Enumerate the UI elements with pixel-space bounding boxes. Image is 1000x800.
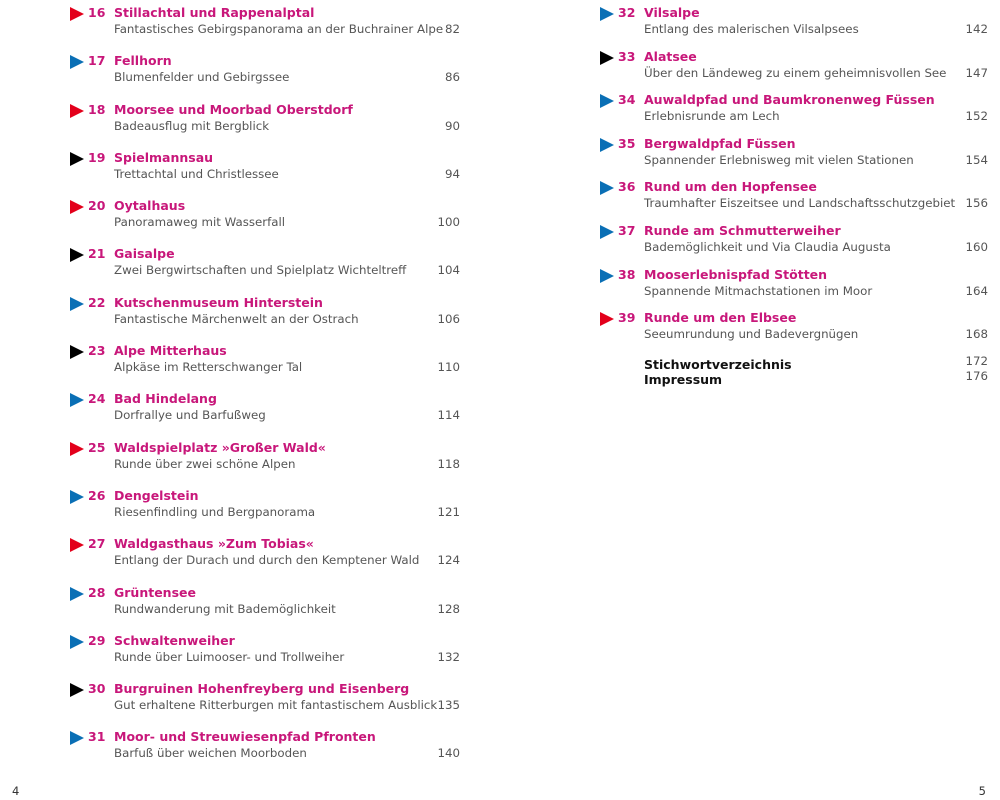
- toc-entry[interactable]: [68, 342, 460, 390]
- entry-subtitle: Runde über zwei schöne Alpen: [114, 456, 296, 471]
- triangle-marker-icon: [70, 538, 84, 552]
- entry-page-number: 156: [965, 196, 988, 211]
- entry-page-number: 124: [437, 553, 460, 568]
- entry-number: 20: [88, 198, 106, 214]
- entry-subtitle: Badeausflug mit Bergblick: [114, 118, 270, 133]
- index-page-number: 172: [965, 353, 988, 368]
- entry-subtitle: Fantastische Märchenwelt an der Ostrach: [114, 311, 359, 326]
- toc-entry[interactable]: [598, 91, 988, 135]
- entry-title[interactable]: Grüntensee: [114, 584, 196, 600]
- entry-subtitle: Spannende Mitmachstationen im Moor: [644, 283, 873, 298]
- index-label: Stichwortverzeichnis: [644, 356, 792, 372]
- toc-entry[interactable]: [68, 149, 460, 197]
- entry-number: 33: [618, 48, 636, 64]
- toc-entry[interactable]: [598, 135, 988, 179]
- entry-number: 38: [618, 266, 636, 282]
- entry-subtitle: Trettachtal und Christlessee: [114, 166, 279, 181]
- entry-number: 27: [88, 536, 106, 552]
- entry-number: 30: [88, 681, 106, 697]
- entry-page-number: 164: [965, 283, 988, 298]
- toc-entry[interactable]: [68, 584, 460, 632]
- toc-entry[interactable]: [68, 245, 460, 293]
- index-label: Impressum: [644, 371, 723, 387]
- entry-page-number: 104: [437, 263, 460, 278]
- entry-page-number: 106: [437, 311, 460, 326]
- entry-title[interactable]: Gaisalpe: [114, 246, 175, 262]
- entry-subtitle: Runde über Luimooser- und Trollweiher: [114, 649, 345, 664]
- entry-page-number: 142: [965, 22, 988, 36]
- entry-number: 28: [88, 584, 106, 600]
- entry-number: 29: [88, 632, 106, 648]
- toc-entry[interactable]: [68, 101, 460, 149]
- toc-entry[interactable]: [68, 487, 460, 535]
- entry-page-number: 118: [437, 456, 460, 471]
- triangle-marker-icon: [70, 683, 84, 697]
- entry-page-number: 100: [437, 215, 460, 230]
- entry-page-number: 135: [437, 698, 460, 713]
- toc-right-column: [598, 4, 988, 387]
- entry-title[interactable]: Bergwaldpfad Füssen: [644, 135, 796, 151]
- triangle-marker-icon: [600, 7, 614, 21]
- toc-entry[interactable]: [68, 197, 460, 245]
- index-entry[interactable]: [598, 368, 988, 387]
- entry-subtitle: Barfuß über weichen Moorboden: [114, 746, 307, 761]
- entry-number: 18: [88, 101, 106, 117]
- entry-page-number: 140: [437, 746, 460, 761]
- triangle-marker-icon: [70, 297, 84, 311]
- toc-left-column: [68, 4, 460, 777]
- entry-number: 34: [618, 92, 636, 108]
- triangle-marker-icon: [600, 269, 614, 283]
- triangle-marker-icon: [600, 181, 614, 195]
- entry-page-number: 90: [444, 118, 460, 133]
- entry-number: 19: [88, 149, 106, 165]
- entry-subtitle: Erlebnisrunde am Lech: [644, 109, 780, 124]
- entry-page-number: 147: [965, 65, 988, 80]
- entry-page-number: 152: [965, 109, 988, 124]
- triangle-marker-icon: [600, 312, 614, 326]
- entry-page-number: 86: [444, 70, 460, 85]
- toc-entry[interactable]: [68, 294, 460, 342]
- entry-subtitle: Panoramaweg mit Wasserfall: [114, 215, 286, 230]
- toc-entry[interactable]: [598, 266, 988, 310]
- entry-title[interactable]: Moorsee und Moorbad Oberstdorf: [114, 101, 353, 117]
- triangle-marker-icon: [70, 345, 84, 359]
- triangle-marker-icon: [70, 393, 84, 407]
- entry-title[interactable]: Vilsalpe: [644, 5, 700, 20]
- entry-number: 24: [88, 391, 106, 407]
- toc-entry[interactable]: [598, 178, 988, 222]
- entry-title[interactable]: Waldgasthaus »Zum Tobias«: [114, 536, 314, 552]
- entry-number: 37: [618, 222, 636, 238]
- triangle-marker-icon: [70, 7, 84, 21]
- triangle-marker-icon: [70, 200, 84, 214]
- entry-title[interactable]: Kutschenmuseum Hinterstein: [114, 294, 323, 310]
- triangle-marker-icon: [70, 635, 84, 649]
- index-page-number: 176: [965, 368, 988, 383]
- toc-entry[interactable]: [68, 439, 460, 487]
- entry-number: 32: [618, 5, 636, 20]
- entry-subtitle: Gut erhaltene Ritterburgen mit fantastischem Ausblick: [114, 698, 438, 713]
- entry-title[interactable]: Mooserlebnispfad Stötten: [644, 266, 828, 282]
- entry-subtitle: Entlang der Durach und durch den Kemptener Wald: [114, 553, 420, 568]
- entry-page-number: 82: [444, 22, 460, 36]
- triangle-marker-icon: [70, 152, 84, 166]
- entry-number: 36: [618, 179, 636, 195]
- entry-number: 23: [88, 343, 106, 359]
- triangle-marker-icon: [600, 94, 614, 108]
- entry-number: 17: [88, 53, 106, 69]
- entry-subtitle: Dorfrallye und Barfußweg: [114, 408, 266, 423]
- entry-title[interactable]: Runde am Schmutterweiher: [644, 222, 841, 238]
- entry-title[interactable]: Auwaldpfad und Baumkronenweg Füssen: [644, 92, 935, 108]
- entry-subtitle: Rundwanderung mit Bademöglichkeit: [114, 601, 336, 616]
- entry-subtitle: Über den Ländeweg zu einem geheimnisvollen See: [644, 65, 947, 80]
- toc-entry[interactable]: [68, 52, 460, 100]
- entry-subtitle: Entlang des malerischen Vilsalpsees: [644, 22, 859, 36]
- entry-title[interactable]: Oytalhaus: [114, 198, 186, 214]
- entry-subtitle: Spannender Erlebnisweg mit vielen Stationen: [644, 152, 914, 167]
- triangle-marker-icon: [70, 104, 84, 118]
- entry-number: 35: [618, 135, 636, 151]
- entry-title[interactable]: Runde um den Elbsee: [644, 310, 797, 326]
- entry-page-number: 110: [437, 360, 460, 375]
- entry-subtitle: Traumhafter Eiszeitsee und Landschaftsschutzgebiet: [644, 196, 956, 211]
- toc-entry[interactable]: [68, 535, 460, 583]
- entry-page-number: 94: [444, 166, 460, 181]
- entry-title[interactable]: Stillachtal und Rappenalptal: [114, 5, 315, 20]
- entry-title[interactable]: Bad Hindelang: [114, 391, 217, 407]
- entry-subtitle: Bademöglichkeit und Via Claudia Augusta: [644, 239, 891, 254]
- page-number-left: 4: [12, 784, 20, 798]
- toc-entry[interactable]: [68, 4, 460, 52]
- triangle-marker-icon: [600, 138, 614, 152]
- entry-number: 26: [88, 487, 106, 503]
- toc-right-entries: [598, 4, 988, 353]
- entry-title[interactable]: Fellhorn: [114, 53, 172, 69]
- triangle-marker-icon: [70, 442, 84, 456]
- triangle-marker-icon: [70, 731, 84, 745]
- entry-page-number: 114: [437, 408, 460, 423]
- toc-entry[interactable]: [598, 4, 988, 48]
- toc-entry[interactable]: [68, 632, 460, 680]
- entry-number: 31: [88, 729, 106, 745]
- entry-title[interactable]: Waldspielplatz »Großer Wald«: [114, 439, 326, 455]
- triangle-marker-icon: [70, 587, 84, 601]
- entry-subtitle: Zwei Bergwirtschaften und Spielplatz Wichteltreff: [114, 263, 407, 278]
- toc-extras: [598, 353, 988, 387]
- entry-title[interactable]: Moor- und Streuwiesenpfad Pfronten: [114, 729, 376, 745]
- toc-entry[interactable]: [598, 48, 988, 92]
- entry-subtitle: Seeumrundung und Badevergnügen: [644, 327, 859, 342]
- entry-subtitle: Blumenfelder und Gebirgssee: [114, 70, 290, 85]
- triangle-marker-icon: [600, 51, 614, 65]
- triangle-marker-icon: [70, 55, 84, 69]
- entry-page-number: 154: [965, 152, 988, 167]
- entry-title[interactable]: Burgruinen Hohenfreyberg und Eisenberg: [114, 681, 410, 697]
- entry-title[interactable]: Dengelstein: [114, 487, 199, 503]
- entry-page-number: 160: [965, 239, 988, 254]
- triangle-marker-icon: [70, 490, 84, 504]
- entry-number: 39: [618, 310, 636, 326]
- entry-subtitle: Alpkäse im Retterschwanger Tal: [114, 360, 303, 375]
- index-entry[interactable]: [598, 353, 988, 372]
- toc-entry[interactable]: [68, 680, 460, 728]
- entry-title[interactable]: Rund um den Hopfensee: [644, 179, 817, 195]
- triangle-marker-icon: [70, 248, 84, 262]
- entry-title[interactable]: Alpe Mitterhaus: [114, 343, 227, 359]
- entry-subtitle: Riesenfindling und Bergpanorama: [114, 504, 316, 519]
- entry-title[interactable]: Spielmannsau: [114, 149, 214, 165]
- entry-page-number: 121: [437, 504, 460, 519]
- toc-entry[interactable]: [68, 390, 460, 438]
- entry-title[interactable]: Alatsee: [644, 48, 697, 64]
- entry-subtitle: Fantastisches Gebirgspanorama an der Buchrainer Alpe: [114, 22, 444, 36]
- page-number-right: 5: [978, 784, 986, 798]
- entry-number: 22: [88, 294, 106, 310]
- toc-entry[interactable]: [598, 222, 988, 266]
- entry-number: 16: [88, 5, 106, 20]
- entry-number: 25: [88, 439, 106, 455]
- triangle-marker-icon: [600, 225, 614, 239]
- entry-number: 21: [88, 246, 106, 262]
- toc-entry[interactable]: [68, 728, 460, 776]
- toc-entry[interactable]: [598, 309, 988, 353]
- entry-page-number: 168: [965, 327, 988, 342]
- entry-title[interactable]: Schwaltenweiher: [114, 632, 235, 648]
- entry-page-number: 132: [437, 649, 460, 664]
- entry-page-number: 128: [437, 601, 460, 616]
